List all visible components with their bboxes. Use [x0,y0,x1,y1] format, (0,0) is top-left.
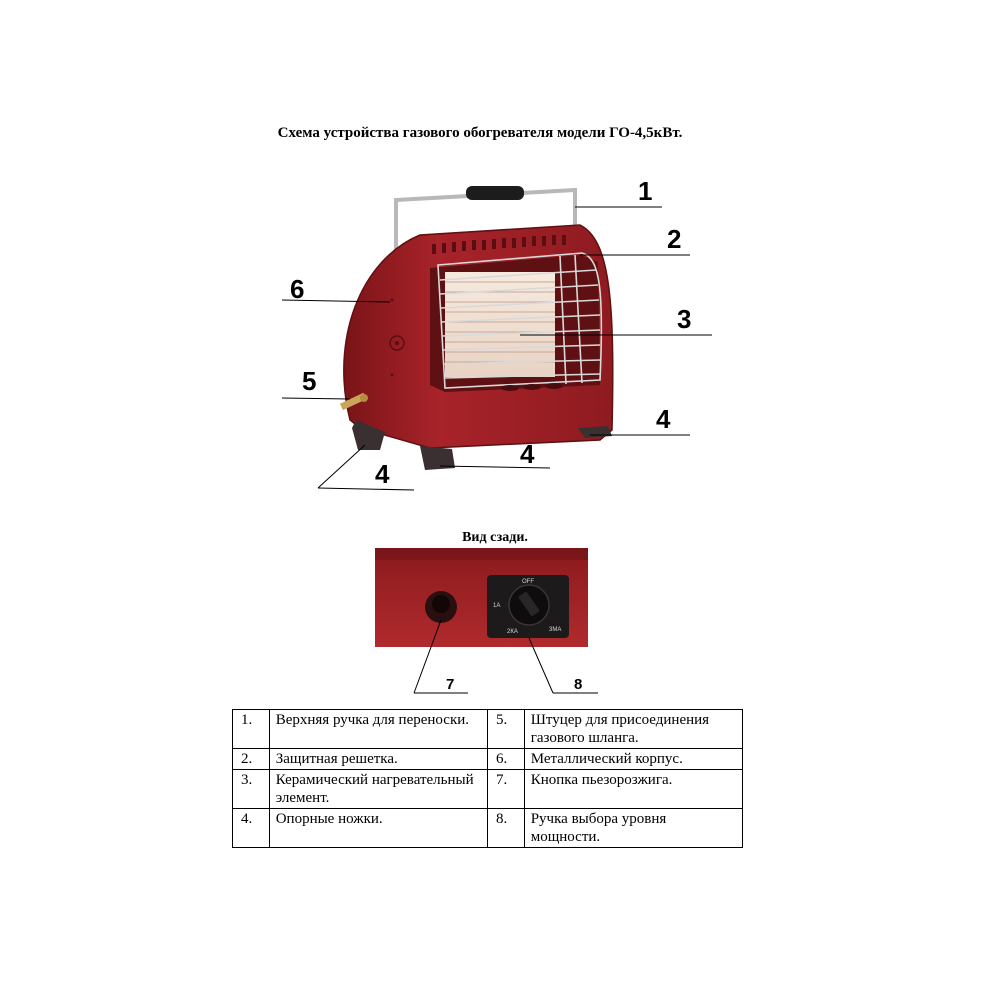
legend-num: 1. [233,710,270,749]
callout-4-left: 4 [375,459,390,489]
legend-num: 4. [233,809,270,848]
legend-num: 2. [233,749,270,770]
callout-2: 2 [667,224,682,254]
callout-4-center: 4 [520,439,535,469]
rear-view [375,548,588,647]
callout-7: 7 [446,676,455,693]
legend-text: Металлический корпус. [524,749,742,770]
legend-num: 7. [488,770,525,809]
callout-1: 1 [638,176,653,206]
knob-label-2: 2КА [507,629,518,635]
callout-3: 3 [677,304,692,334]
legend-num: 6. [488,749,525,770]
rear-view-title: Вид сзади. [462,530,528,545]
legend-text: Кнопка пьезорозжига. [524,770,742,809]
legend-text: Ручка выбора уровня мощности. [524,809,742,848]
knob-label-3: 3МА [549,627,562,633]
legend-text: Защитная решетка. [269,749,487,770]
legend-row [233,749,743,770]
legend-num: 8. [488,809,525,848]
legend-row [233,770,743,809]
legend-table [232,709,743,848]
piezo-button [425,591,457,623]
legend-row [233,809,743,848]
power-knob [487,575,569,638]
callout-6: 6 [290,274,305,304]
handle-grip [466,186,524,200]
callout-8: 8 [574,676,583,693]
legend-num: 5. [488,710,525,749]
legend-num: 3. [233,770,270,809]
legend-row [233,710,743,749]
callout-4-right: 4 [656,404,671,434]
legend-text: Штуцер для присоединения газового шланга. [524,710,742,749]
knob-label-off: OFF [522,579,534,585]
legend-text: Верхняя ручка для переноски. [269,710,487,749]
knob-label-1: 1А [493,603,501,609]
legend-text: Опорные ножки. [269,809,487,848]
legend-text: Керамический нагревательный элемент. [269,770,487,809]
callout-5: 5 [302,366,317,396]
page-title: Схема устройства газового обогревателя модели ГО-4,5кВт. [277,125,683,141]
